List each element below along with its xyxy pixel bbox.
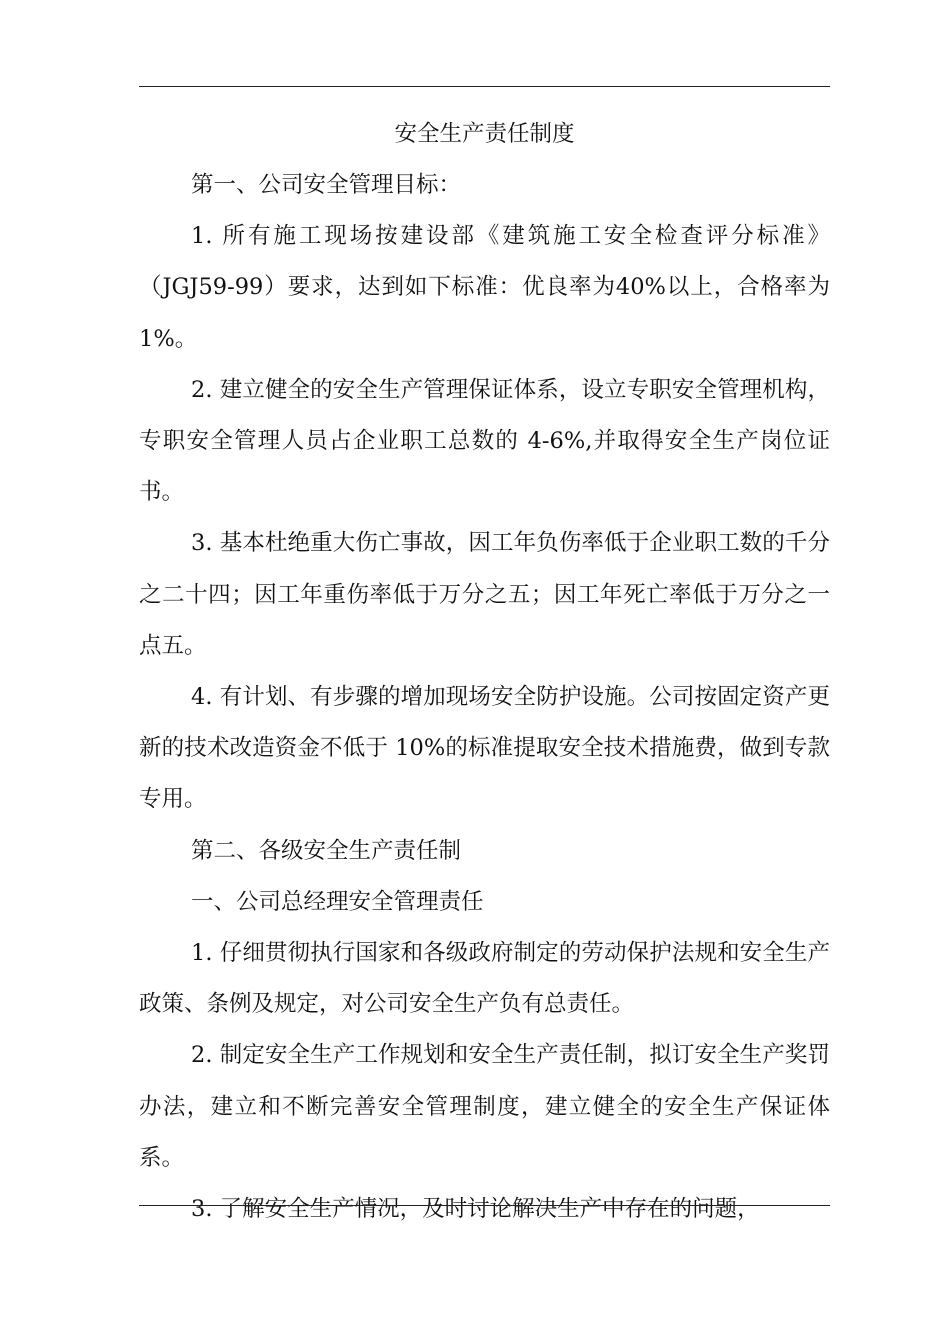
- section-heading: 第二、各级安全生产责任制: [191, 837, 462, 864]
- page-title: 安全生产责任制度: [394, 121, 575, 147]
- header-rule: [139, 86, 830, 87]
- section-heading: 第一、公司安全管理目标：: [191, 172, 462, 198]
- subsection-heading: 一、公司总经理安全管理责任: [191, 888, 484, 915]
- paragraph: 3. 了解安全生产情况，及时讨论解决生产中存在的问题，: [191, 1196, 760, 1223]
- paragraph: 2. 建立健全的安全生产管理保证体系，设立专职安全管理机构，专职安全管理人员占企业职工总数的 4-6%,并取得安全生产岗位证书。: [139, 376, 830, 506]
- paragraph: 2. 制定安全生产工作规划和安全生产责任制，拟订安全生产奖罚办法，建立和不断完善安全管理制度，建立健全的安全生产保证体系。: [139, 1042, 830, 1171]
- paragraph: 4. 有计划、有步骤的增加现场安全防护设施。公司按固定资产更新的技术改造资金不低于 10%的标准提取安全技术措施费，做到专款专用。: [139, 684, 830, 813]
- paragraph: 1. 仔细贯彻执行国家和各级政府制定的劳动保护法规和安全生产政策、条例及规定，对公司安全生产负有总责任。: [139, 940, 830, 1018]
- paragraph: 3. 基本杜绝重大伤亡事故，因工年负伤率低于企业职工数的千分之二十四；因工年重伤率低于万分之五；因工年死亡率低于万分之一点五。: [139, 530, 830, 659]
- footer-rule: [139, 1205, 830, 1206]
- document-body: [139, 160, 830, 1235]
- paragraph: 1. 所有施工现场按建设部《建筑施工安全检查评分标准》（JGJ59-99）要求，达到如下标准：优良率为40%以上，合格率为1%。: [139, 223, 830, 352]
